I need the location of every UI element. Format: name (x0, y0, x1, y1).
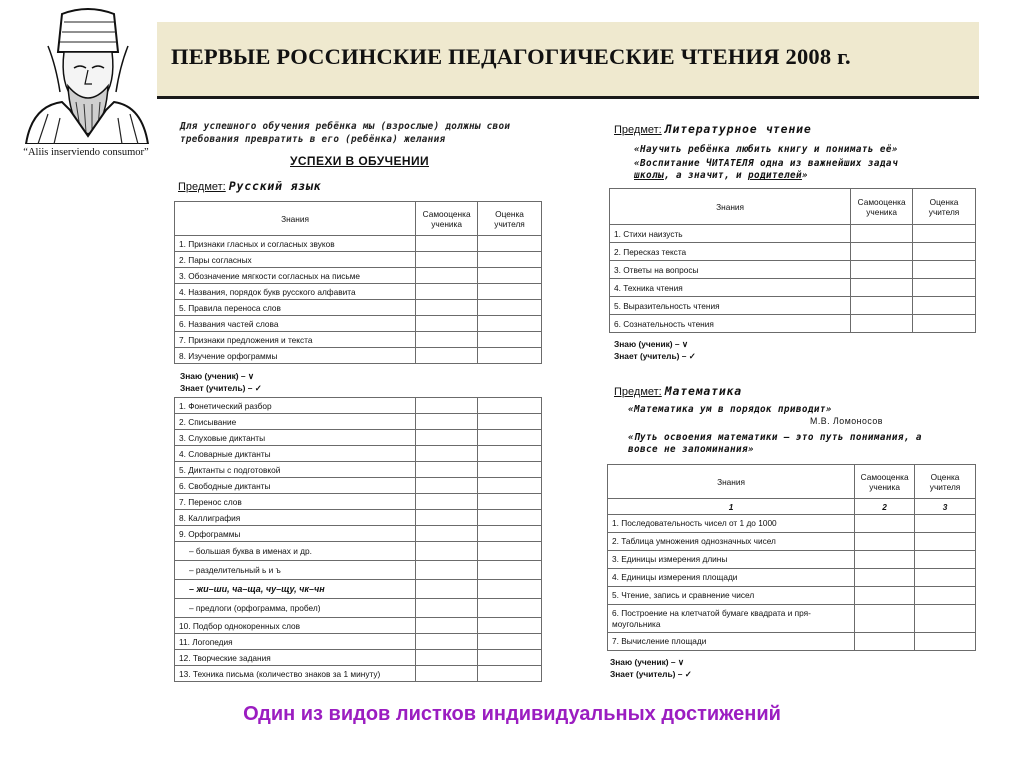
table-row (175, 666, 542, 682)
table-row (175, 414, 542, 430)
self-assessment-cell[interactable] (416, 446, 478, 462)
subject-literature (614, 122, 812, 136)
teacher-assessment-cell[interactable] (913, 279, 976, 297)
row-label: – большая буква в именах и др. (175, 542, 416, 561)
col-teacher-assessment: Оценка учителя (915, 465, 976, 499)
row-label: – разделительный ь и ъ (175, 561, 416, 580)
legend-student: Знаю (ученик) – ∨ (614, 339, 689, 349)
table-row (175, 599, 542, 618)
self-assessment-cell[interactable] (416, 430, 478, 446)
table-row (175, 446, 542, 462)
col-knowledge: Знания (608, 465, 855, 499)
teacher-assessment-cell[interactable] (478, 446, 542, 462)
table-row (175, 462, 542, 478)
self-assessment-cell[interactable] (416, 236, 478, 252)
teacher-assessment-cell[interactable] (913, 315, 976, 333)
teacher-assessment-cell[interactable] (478, 599, 542, 618)
self-assessment-cell[interactable] (416, 526, 478, 542)
table-row (175, 236, 542, 252)
subject-label: Предмет: (614, 386, 662, 398)
row-label: 8. Изучение орфограммы (175, 348, 416, 364)
column-number: 3 (915, 499, 976, 515)
teacher-assessment-cell[interactable] (478, 580, 542, 599)
row-label: 6. Свободные диктанты (175, 478, 416, 494)
table-row (175, 618, 542, 634)
self-assessment-cell[interactable] (851, 279, 913, 297)
subject-value: Русский язык (228, 179, 322, 193)
self-assessment-cell[interactable] (416, 510, 478, 526)
self-assessment-cell[interactable] (416, 561, 478, 580)
teacher-assessment-cell[interactable] (478, 398, 542, 414)
column-number: 2 (855, 499, 915, 515)
row-label: 4. Единицы измерения площади (608, 569, 855, 587)
table-row (175, 542, 542, 561)
self-assessment-cell[interactable] (416, 494, 478, 510)
row-label: 5. Диктанты с подготовкой (175, 462, 416, 478)
teacher-assessment-cell[interactable] (913, 243, 976, 261)
col-teacher-assessment: Оценка учителя (478, 202, 542, 236)
table-row (175, 398, 542, 414)
teacher-assessment-cell[interactable] (913, 297, 976, 315)
self-assessment-cell[interactable] (416, 414, 478, 430)
table-row (175, 494, 542, 510)
subject-russian (178, 179, 321, 193)
self-assessment-cell[interactable] (855, 587, 915, 605)
legend-teacher: Знает (учитель) – ✓ (180, 383, 262, 393)
subject-label: Предмет: (614, 124, 662, 136)
col-self-assessment: Самооценка ученика (416, 202, 478, 236)
math-quote-2-cont: вовсе не запоминания» (628, 444, 754, 455)
col-teacher-assessment: Оценка учителя (913, 189, 976, 225)
row-label: 4. Словарные диктанты (175, 446, 416, 462)
self-assessment-cell[interactable] (416, 348, 478, 364)
teacher-assessment-cell[interactable] (915, 551, 976, 569)
table-row (175, 316, 542, 332)
page-title: ПЕРВЫЕ РОССИНСКИЕ ПЕДАГОГИЧЕСКИЕ ЧТЕНИЯ 2008 г. (171, 44, 851, 69)
legend-student: Знаю (ученик) – ∨ (180, 371, 255, 381)
teacher-assessment-cell[interactable] (478, 430, 542, 446)
teacher-assessment-cell[interactable] (478, 650, 542, 666)
self-assessment-cell[interactable] (416, 666, 478, 682)
table-row (175, 650, 542, 666)
subject-math (614, 384, 742, 398)
teacher-assessment-cell[interactable] (915, 569, 976, 587)
row-label: 2. Таблица умножения однозначных чисел (608, 533, 855, 551)
quote-connector: , а значит, и (664, 170, 748, 181)
row-label: 1. Признаки гласных и согласных звуков (175, 236, 416, 252)
table-row (175, 348, 542, 364)
teacher-assessment-cell[interactable] (478, 332, 542, 348)
teacher-assessment-cell[interactable] (478, 348, 542, 364)
subject-value: Математика (664, 384, 743, 398)
self-assessment-cell[interactable] (855, 551, 915, 569)
self-assessment-cell[interactable] (416, 618, 478, 634)
table-row (175, 526, 542, 542)
row-label: 5. Чтение, запись и сравнение чисел (608, 587, 855, 605)
table-row (175, 430, 542, 446)
quote-close: » (801, 170, 808, 181)
teacher-assessment-cell[interactable] (478, 542, 542, 561)
table-row (608, 515, 976, 533)
quote-word-school: школы (634, 170, 664, 181)
table-row (610, 261, 976, 279)
teacher-assessment-cell[interactable] (913, 225, 976, 243)
russian-table-1 (174, 201, 542, 364)
teacher-assessment-cell[interactable] (478, 526, 542, 542)
literature-quote-2: «Воспитание ЧИТАТЕЛЯ одна из важнейших задач (634, 158, 898, 169)
self-assessment-cell[interactable] (416, 300, 478, 316)
row-label: 10. Подбор однокоренных слов (175, 618, 416, 634)
table-row (175, 332, 542, 348)
self-assessment-cell[interactable] (416, 599, 478, 618)
teacher-assessment-cell[interactable] (478, 414, 542, 430)
table-row (175, 561, 542, 580)
row-label: 1. Фонетический разбор (175, 398, 416, 414)
row-label: 3. Ответы на вопросы (610, 261, 851, 279)
table-row (175, 634, 542, 650)
teacher-assessment-cell[interactable] (478, 284, 542, 300)
teacher-assessment-cell[interactable] (478, 300, 542, 316)
slide-caption: Один из видов листков индивидуальных достижений (243, 703, 781, 725)
table-row (608, 633, 976, 651)
table-row (610, 297, 976, 315)
col-self-assessment: Самооценка ученика (855, 465, 915, 499)
table-row (608, 569, 976, 587)
math-quote-2: «Путь освоения математики – это путь понимания, а (628, 432, 922, 443)
teacher-assessment-cell[interactable] (478, 634, 542, 650)
row-label: 7. Перенос слов (175, 494, 416, 510)
self-assessment-cell[interactable] (855, 569, 915, 587)
teacher-assessment-cell[interactable] (478, 236, 542, 252)
intro-text: Для успешного обучения ребёнка мы (взрослые) должны свои требования превратить в его (ребёнка) желания (180, 121, 511, 145)
self-assessment-cell[interactable] (416, 316, 478, 332)
self-assessment-cell[interactable] (416, 478, 478, 494)
self-assessment-cell[interactable] (855, 533, 915, 551)
math-quote-author: М.В. Ломоносов (810, 416, 883, 426)
row-label: – жи–ши, ча–ща, чу–щу, чк–чн (175, 580, 416, 599)
russian-table-2 (174, 397, 542, 682)
row-label: 1. Последовательность чисел от 1 до 1000 (608, 515, 855, 533)
legend-student: Знаю (ученик) – ∨ (610, 657, 685, 667)
row-label: 2. Пересказ текста (610, 243, 851, 261)
self-assessment-cell[interactable] (851, 315, 913, 333)
self-assessment-cell[interactable] (416, 398, 478, 414)
table-row (175, 284, 542, 300)
row-label: 2. Пары согласных (175, 252, 416, 268)
math-quote-1: «Математика ум в порядок приводит» (628, 404, 832, 415)
row-label: 2. Списывание (175, 414, 416, 430)
row-label: 7. Вычисление площади (608, 633, 855, 651)
row-label: 7. Признаки предложения и текста (175, 332, 416, 348)
teacher-assessment-cell[interactable] (913, 261, 976, 279)
row-label: 5. Правила переноса слов (175, 300, 416, 316)
table-row (175, 268, 542, 284)
row-label: 4. Техника чтения (610, 279, 851, 297)
table-row (610, 225, 976, 243)
teacher-assessment-cell[interactable] (478, 561, 542, 580)
col-knowledge: Знания (610, 189, 851, 225)
self-assessment-cell[interactable] (416, 252, 478, 268)
teacher-assessment-cell[interactable] (915, 515, 976, 533)
self-assessment-cell[interactable] (851, 297, 913, 315)
table-row (610, 315, 976, 333)
self-assessment-cell[interactable] (416, 650, 478, 666)
achievement-sheet (166, 112, 1002, 684)
table-row (610, 243, 976, 261)
teacher-assessment-cell[interactable] (478, 462, 542, 478)
table-row (608, 533, 976, 551)
quote-word-parents: родителей (747, 170, 802, 181)
row-label: 1. Стихи наизусть (610, 225, 851, 243)
literature-table (609, 188, 976, 333)
row-label: 3. Обозначение мягкости согласных на письме (175, 268, 416, 284)
teacher-assessment-cell[interactable] (478, 252, 542, 268)
legend-teacher: Знает (учитель) – ✓ (614, 351, 696, 361)
row-label: 3. Единицы измерения длины (608, 551, 855, 569)
self-assessment-cell[interactable] (416, 332, 478, 348)
title-banner (157, 22, 979, 99)
table-row (175, 478, 542, 494)
row-label: 6. Сознательность чтения (610, 315, 851, 333)
row-label: 8. Каллиграфия (175, 510, 416, 526)
table-row (608, 605, 976, 633)
teacher-assessment-cell[interactable] (478, 510, 542, 526)
self-assessment-cell[interactable] (855, 633, 915, 651)
row-label: 13. Техника письма (количество знаков за 1 минуту) (175, 666, 416, 682)
legend-teacher: Знает (учитель) – ✓ (610, 669, 692, 679)
self-assessment-cell[interactable] (416, 634, 478, 650)
column-number: 1 (608, 499, 855, 515)
self-assessment-cell[interactable] (855, 515, 915, 533)
teacher-assessment-cell[interactable] (915, 587, 976, 605)
teacher-assessment-cell[interactable] (478, 478, 542, 494)
row-label: 5. Выразительность чтения (610, 297, 851, 315)
self-assessment-cell[interactable] (416, 268, 478, 284)
self-assessment-cell[interactable] (851, 261, 913, 279)
teacher-assessment-cell[interactable] (478, 666, 542, 682)
table-row (175, 580, 542, 599)
row-label: 11. Логопедия (175, 634, 416, 650)
literature-quote-1: «Научить ребёнка любить книгу и понимать её» (634, 144, 898, 155)
row-label: 6. Названия частей слова (175, 316, 416, 332)
portrait-engraving (18, 6, 154, 144)
row-label: 4. Названия, порядок букв русского алфавита (175, 284, 416, 300)
row-label: 3. Слуховые диктанты (175, 430, 416, 446)
self-assessment-cell[interactable] (851, 243, 913, 261)
table-row (175, 510, 542, 526)
self-assessment-cell[interactable] (416, 580, 478, 599)
motto: “Aliis inserviendo consumor” (23, 147, 149, 158)
table-row (175, 252, 542, 268)
row-label: 12. Творческие задания (175, 650, 416, 666)
subject-value: Литературное чтение (664, 122, 812, 136)
teacher-assessment-cell[interactable] (478, 268, 542, 284)
teacher-assessment-cell[interactable] (915, 633, 976, 651)
row-label: 9. Орфограммы (175, 526, 416, 542)
row-label: 6. Построение на клетчатой бумаге квадрата и пря-моугольника (608, 605, 855, 633)
table-row (608, 551, 976, 569)
table-row (610, 279, 976, 297)
teacher-assessment-cell[interactable] (915, 605, 976, 633)
table-row (175, 300, 542, 316)
teacher-assessment-cell[interactable] (478, 494, 542, 510)
self-assessment-cell[interactable] (416, 284, 478, 300)
col-knowledge: Знания (175, 202, 416, 236)
col-self-assessment: Самооценка ученика (851, 189, 913, 225)
teacher-assessment-cell[interactable] (478, 618, 542, 634)
subject-label: Предмет: (178, 181, 226, 193)
literature-quote-2-cont (634, 170, 808, 183)
teacher-assessment-cell[interactable] (478, 316, 542, 332)
table-row (608, 587, 976, 605)
math-table (607, 464, 976, 651)
self-assessment-cell[interactable] (416, 542, 478, 561)
row-label: – предлоги (орфограмма, пробел) (175, 599, 416, 618)
section-heading: УСПЕХИ В ОБУЧЕНИИ (290, 154, 429, 168)
teacher-assessment-cell[interactable] (915, 533, 976, 551)
self-assessment-cell[interactable] (855, 605, 915, 633)
self-assessment-cell[interactable] (851, 225, 913, 243)
self-assessment-cell[interactable] (416, 462, 478, 478)
